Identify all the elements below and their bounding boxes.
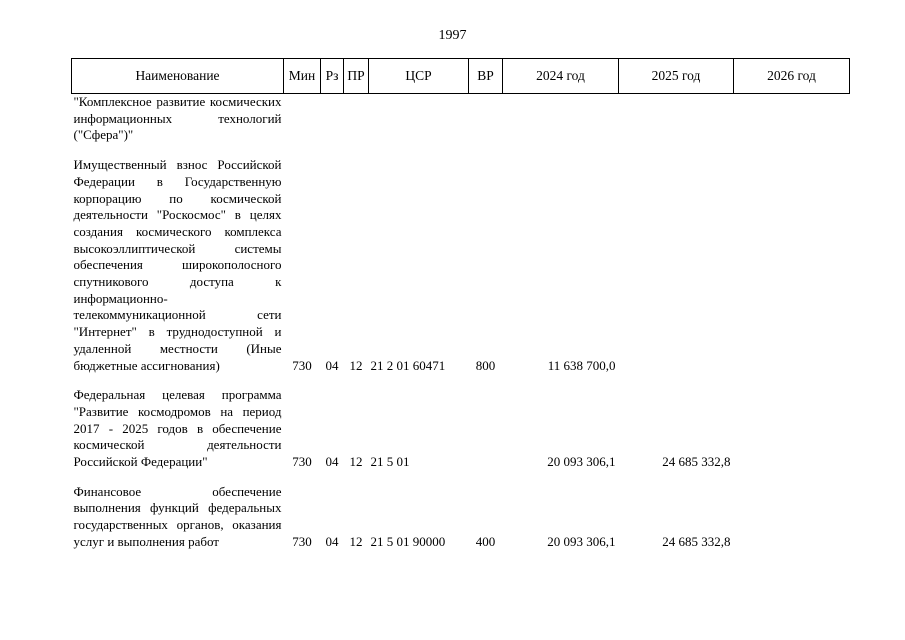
header-csr: ЦСР xyxy=(369,59,469,94)
row-csr xyxy=(369,94,469,145)
row-min: 730 xyxy=(292,454,312,470)
table-row xyxy=(72,94,850,145)
row-csr: 21 2 01 60471 xyxy=(370,357,446,373)
row-2025 xyxy=(619,94,734,145)
row-2026 xyxy=(734,484,850,551)
row-rz: 04 xyxy=(325,533,339,549)
row-pr: 12 xyxy=(349,454,363,470)
budget-table xyxy=(71,58,850,551)
row-2026 xyxy=(734,387,850,471)
row-pr: 12 xyxy=(349,357,363,373)
header-pr: ПР xyxy=(344,59,369,94)
row-rz: 04 xyxy=(325,357,339,373)
row-2026 xyxy=(734,157,850,374)
row-csr: 21 5 01 90000 xyxy=(370,533,446,549)
header-2024: 2024 год xyxy=(503,59,619,94)
row-2024: 20 093 306,1 xyxy=(547,533,616,549)
row-2024: 20 093 306,1 xyxy=(547,454,616,470)
row-min: 730 xyxy=(292,357,312,373)
header-name: Наименование xyxy=(72,59,284,94)
header-2026: 2026 год xyxy=(734,59,850,94)
row-name: Имущественный взнос Российской Федерации в Государственную корпорацию по космической деятельности "Роскосмос" в целях создания космического комплекса высокоэллиптической системы обеспечения широкополосного спутникового доступа к информационно-телекоммуникационной сети "Интернет" в труднодоступной и удаленной местности (Иные бюджетные ассигнования) xyxy=(73,157,282,373)
row-spacer xyxy=(72,374,850,387)
header-rz: Рз xyxy=(321,59,344,94)
table-row xyxy=(72,387,850,471)
row-rz xyxy=(321,94,344,145)
row-vr: 400 xyxy=(475,533,496,549)
row-spacer xyxy=(72,471,850,484)
row-vr: 800 xyxy=(475,357,496,373)
row-spacer xyxy=(72,144,850,157)
row-csr: 21 5 01 xyxy=(370,454,410,470)
row-pr: 12 xyxy=(349,533,363,549)
row-2026 xyxy=(734,94,850,145)
row-name: Финансовое обеспечение выполнения функций федеральных государственных органов, оказания услуг и выполнения работ xyxy=(73,483,282,549)
page-number: 1997 xyxy=(438,28,467,43)
header-vr: ВР xyxy=(469,59,503,94)
row-2025: 24 685 332,8 xyxy=(662,454,731,470)
row-2025: 24 685 332,8 xyxy=(662,533,731,549)
row-min: 730 xyxy=(292,533,312,549)
row-vr xyxy=(469,94,503,145)
header-2025: 2025 год xyxy=(619,59,734,94)
row-name: Федеральная целевая программа "Развитие космодромов на период 2017 - 2025 годов в обеспечение космической деятельности Российской Федерации" xyxy=(73,387,282,470)
header-min: Мин xyxy=(284,59,321,94)
row-name: "Комплексное развитие космических информационных технологий ("Сфера")" xyxy=(73,94,282,143)
header-row xyxy=(72,59,850,94)
row-vr xyxy=(469,387,503,471)
table-row xyxy=(72,484,850,551)
row-2024: 11 638 700,0 xyxy=(547,357,616,373)
row-rz: 04 xyxy=(325,454,339,470)
row-min xyxy=(284,94,321,145)
row-2024 xyxy=(503,94,619,145)
row-2025 xyxy=(619,157,734,374)
table-row xyxy=(72,157,850,374)
row-pr xyxy=(344,94,369,145)
